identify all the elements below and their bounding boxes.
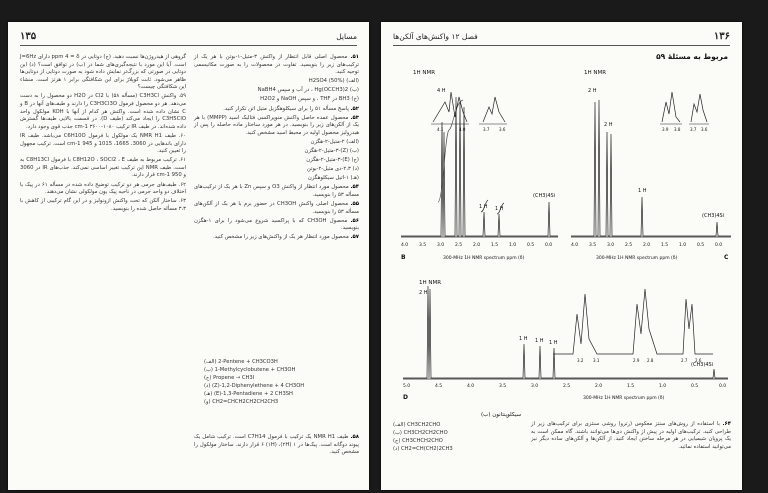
problem-57: ۵۷. محصول مورد انتظار هر یک از واکنش‌های زیر را مشخص کنید. [212, 234, 359, 241]
alkene-c: (ج) (E)-۳-متیل-۲-هگزن [306, 157, 359, 164]
spectrum-c [566, 62, 736, 272]
spectrum-d-tick: 1.5 [627, 384, 635, 389]
problem-64: ۶۴. با استفاده از روش‌های سنتز معکوس (رترو) روشی سنتزی برای ترکیب‌های زیر از طراحی کنید. ترکیب‌های اولیه در پیش از واکنش دی‌ها می‌توانند باشند. گاه ممکن است به یک پروپان شیمیایی در هر مرحله ساختن ایجاد کنید. از آلکن‌ها و آلکن‌های ساده دیگر نیز می‌توانید استفاده نمائید. [531, 421, 731, 450]
spectrum-c-axis-title: 300-MHz 1H NMR spectrum ppm (δ) [596, 256, 678, 261]
spectrum-b-inset1-tick-b: 4.0 [459, 127, 466, 132]
spectrum-d-inset-tick: 3.1 [593, 358, 600, 363]
problem-56: ۵۶. محصول CH3OH که با پراکسید شروع می‌شود را برای ۱-هگزن بنویسید. [194, 217, 359, 232]
paragraph-63: ۶۳. ساختار آلکن که تحت واکنش ازونولیز و در این گام ترکیبی از کاهش با ۳،۳ مسأله حاصل شده را بنویسید. [20, 198, 186, 212]
left-page-right-column [194, 54, 359, 244]
spectrum-c-peak-2h-b: 2 H [604, 122, 613, 128]
spectrum-c-peak-2h-a: 2 H [588, 88, 597, 94]
spectrum-b-label: B [401, 254, 406, 261]
spectrum-b-tick: 3.5 [419, 243, 427, 248]
spectrum-b-tick: 4.0 [401, 243, 409, 248]
spectrum-b-ticks [401, 242, 552, 248]
spectrum-c-tick: 4.0 [571, 243, 579, 248]
problem-55: ۵۵. محصول اصلی واکنش CH3OH در حضور برم با هر یک از آلکن‌های مسأله ۵۳ را بنویسید. [194, 201, 359, 215]
spectrum-c-inset2-tick-a: 3.7 [690, 127, 697, 132]
spectrum-c-inset1-tick-b: 3.8 [674, 127, 681, 132]
problem-58: ۵۸. طیف NMR H1 یک ترکیب با فرمول C7H14 است. ترکیب شامل یک پیوند دوگانه است. پیک‌ها در ۱ (۲H)، ۶ (۱H) قرار دارند. ساختار مولکول را مشخص کنید. [194, 434, 359, 456]
alkene-b: (ب) (Z)-۳-متیل-۲-هگزن [304, 148, 359, 155]
spectrum-d-tick: 1.0 [659, 384, 667, 389]
problem-54: ۵۴. محصول مورد انتظار از واکنش O3 و سپس Zn با هر یک از ترکیب‌های مسأله ۵۳ را بنویسید. [194, 184, 359, 198]
spectrum-b-tick: 1.0 [509, 243, 517, 248]
spectrum-c-inset1-tick-a: 3.9 [662, 127, 669, 132]
spectrum-d-ticks [403, 383, 726, 389]
spectrum-c-tick: 0.5 [697, 243, 705, 248]
alkene-e: (هـ) ۱-اتیل سیکلوهگزن [307, 175, 359, 182]
spectrum-b-nmr-tag: 1H NMR [413, 70, 436, 76]
spectrum-d-nmr-tag: 1H NMR [419, 280, 442, 286]
problem-52: ۵۲. پاسخ مسأله ۵۱ را برای سیکلوهگزیل متیل اتن تکرار کنید. [223, 105, 359, 112]
reagent-c: (ج) BH3 در THF ، و سپس NaOH و H2O2 [260, 96, 359, 103]
reaction-c: (ج) Propene → CH3I [204, 375, 255, 381]
paragraph-60: ۶۰. طیف NMR H1 یک مولکول با فرمول C6H10O می‌باشد. طیف IR دارای باندهایی در 3060، 1665، 1015 و 945 cm-1 است. ترکیب مجهول را تعیین کنید. [20, 132, 187, 155]
paragraph-62: ۶۲. طیف‌های جرمی هر دو ترکیب توضیح داده شده در مسأله ۶۱ در پیک یا اختلاف دو واحد جرمی در ناحیه پیک یون مولکولی نشان می‌دهند. [20, 181, 187, 196]
left-page-header [20, 29, 357, 46]
spectrum-d-tick: 0.0 [719, 384, 727, 389]
spectrum-b-tick: 0.5 [527, 243, 535, 248]
reaction-d: (د) (Z)-1,2-Diphenylethene + 4 CH3OH [204, 383, 305, 389]
answer-a: (الف) CH3CH2CHO [393, 422, 441, 428]
spectrum-d-axis-title: 300-MHz 1H NMR spectrum ppm (δ) [583, 396, 665, 401]
reaction-b: (ب) 1-Methylcyclobutene + CH3OH [204, 367, 296, 373]
left-running-head: مسایل [336, 32, 357, 41]
spectrum-b-tick: 3.0 [437, 243, 445, 248]
answer-b: (ب) CH3CH2CH2CHO [393, 430, 448, 436]
alkene-a: (الف) ۲-متیل-۲-هگزن [310, 138, 359, 145]
answer-d: (د) CH2=CH(CH2)2CH3 [393, 446, 453, 452]
spectrum-d-peak-2h: 2 H [419, 290, 428, 296]
paragraph-1: گروهی از هیدروژن‌ها نسبت دهید. (ج) دوتایی در ppm 4 = δ دارای J=6Hz است. آیا این مورد با نتیجه‌گیری‌های شما در (ب) در توافق است؟ (د) این دوتایی در صورتی که بزرگ‌تر نمایش داده شود به صورت دوتایی از دوتایی‌ها ظاهر می‌شود. ثابت کوپلاژ برای این شکافتگی برابر ۱ هرتز است. منشاء این شکافتگی چیست؟ [20, 54, 186, 91]
spectrum-c-tms: (CH3)4Si [702, 213, 725, 219]
spectrum-c-tick: 3.5 [589, 243, 597, 248]
spectrum-b-tms: (CH3)4Si [533, 193, 556, 199]
right-page-header [393, 29, 730, 46]
spectrum-b-tick: 0.0 [545, 243, 553, 248]
problem-53: ۵۳. محصول عمده حاصل واکنش منوپراکسی فتالیک اسید (MMPP) با هر یک از آلکن‌های زیر را بنویسید. در هر مورد ساختار ماده حاصله را پس از هیدرولیز محصول اولیه در محیط اسید مشخص کنید. [194, 114, 359, 136]
spectrum-d-tick: 4.5 [435, 384, 443, 389]
spectrum-c-ticks [571, 242, 722, 248]
spectrum-c-tick: 1.5 [661, 243, 669, 248]
spectrum-b-axis-title: 300-MHz 1H NMR spectrum ppm (δ) [443, 256, 525, 261]
problem-51: ۵۱. محصول اصلی قابل انتظار از واکنش ۳-متیل-۱-بوتن با هر یک از ترکیب‌های زیر را بنویسید. تفاوت در محصولات را به صورت مکانیسمی توجیه کنید. [194, 54, 359, 76]
answer-c: (ج) CH3CHCH2CHO [393, 438, 443, 444]
reaction-list [204, 358, 354, 406]
spectrum-d-tick: 3.5 [499, 384, 507, 389]
spectrum-b-inset2-tick-a: 3.7 [483, 127, 490, 132]
spectrum-b-peak-4h: 4 H [437, 88, 446, 94]
left-page-left-column [20, 54, 186, 215]
spectrum-d-inset-tick: 2.8 [647, 358, 654, 363]
reaction-e: (هـ) (E)-1,3-Pentadiene + 2 CH3SH [204, 391, 293, 397]
spectrum-c-label: C [724, 254, 729, 261]
spectrum-d-inset-tick: 2.7 [681, 358, 688, 363]
spectrum-d-peak-1h-b: 1 H [535, 338, 544, 344]
spectrum-d-inset-ticks [577, 358, 702, 363]
spectrum-d-tms: (CH3)4Si [691, 362, 714, 368]
spectrum-c-nmr-tag: 1H NMR [584, 70, 607, 76]
spectrum-b-tick: 2.0 [473, 243, 481, 248]
reaction-f: (و) CH2=CHCH2CH2CH2CH3 [204, 399, 279, 405]
spectrum-d-inset-tick: 3.2 [577, 358, 584, 363]
spectrum-c-tick: 1.0 [679, 243, 687, 248]
left-page-number: ۱۳۵ [20, 31, 37, 42]
spectrum-c-tick: 2.0 [643, 243, 651, 248]
spectrum-d [393, 274, 733, 404]
spectrum-d-inset-tick: 2.9 [633, 358, 640, 363]
paragraph-59: ۵۹. واکنش C3H3Cl (مسأله ۵۸) با Cl2 در H2O دو محصول را به دست می‌دهد. هر دو محصول فرمول C3H3Cl3O را دارند و طیف‌های آنها در B و C نشان داده شده است. واکنش هر کدام از آنها با KOH مولکول واحد C3H5ClO را ایجاد می‌کند (طیف D). در قسمت بالایی طیف‌ها گسترش داده شده‌اند. در طیف IR ترکیب ۱۰۸۰-۳۶۰۰ cm-1 جذب قوی وجود دارد. [20, 93, 186, 130]
spectrum-d-tick: 5.0 [403, 384, 411, 389]
spectrum-d-inset-tick: 2.6 [695, 358, 702, 363]
spectrum-b-tick: 1.5 [491, 243, 499, 248]
figure-title: مربوط به مسئلهٔ ۵۹ [656, 52, 728, 61]
right-page-number: ۱۳۶ [713, 31, 730, 42]
right-running-head: فصل ۱۲ واکنش‌های آلکن‌ها [393, 32, 478, 41]
answer-list [393, 421, 513, 453]
spectrum-b-inset2-tick-b: 3.6 [499, 127, 506, 132]
spectrum-b-tick: 2.5 [455, 243, 463, 248]
answer-label: (ب) سیکلوپنتانون [481, 412, 522, 418]
spectrum-c-tick: 0.0 [715, 243, 723, 248]
left-page [8, 22, 369, 490]
alkene-d: (د) ۲،۳-دی متیل-۲-بوتن [306, 166, 359, 173]
reaction-a: (الف) 2-Pentene + CH3CO3H [204, 359, 278, 365]
right-page [381, 22, 742, 490]
spectrum-c-peak-1h: 1 H [638, 188, 647, 194]
spectrum-d-tick: 0.5 [691, 384, 699, 389]
spectrum-c-inset2-tick-b: 3.6 [701, 127, 708, 132]
spectrum-d-peak-1h-a: 1 H [519, 336, 528, 342]
reagent-a: (الف) H2SO4 (50%) [308, 78, 359, 85]
spectrum-d-tick: 2.0 [595, 384, 603, 389]
spectrum-b-peak-1h-b: 1 H [495, 206, 504, 212]
spectrum-c-tick: 2.5 [625, 243, 633, 248]
reagent-b: (ب) Hg(OCCH3)2 ، در آب و سپس NaBH4 [257, 87, 359, 94]
spectrum-d-tick: 4.0 [467, 384, 475, 389]
paragraph-61: ۶۱. ترکیب مربوط به طیف C8H12O ، SOCl2 ، E با فرمول C8H13Cl به است. طیف NMR این ترکیب تغییر اساسی نمی‌کند. جذب‌های IR در 3060 و 950 cm-1 قرار دارند. [20, 157, 186, 179]
spectrum-b-peak-1h-a: 1 H [479, 204, 488, 210]
spectrum-d-tick: 3.0 [531, 384, 539, 389]
spectrum-d-peak-1h-c: 1 H [549, 340, 558, 346]
spectrum-d-tick: 2.5 [563, 384, 571, 389]
spectrum-b [393, 62, 563, 272]
spectrum-b-inset1-tick-a: 4.1 [437, 127, 444, 132]
spectrum-d-label: D [403, 394, 408, 401]
spectrum-c-tick: 3.0 [607, 243, 615, 248]
